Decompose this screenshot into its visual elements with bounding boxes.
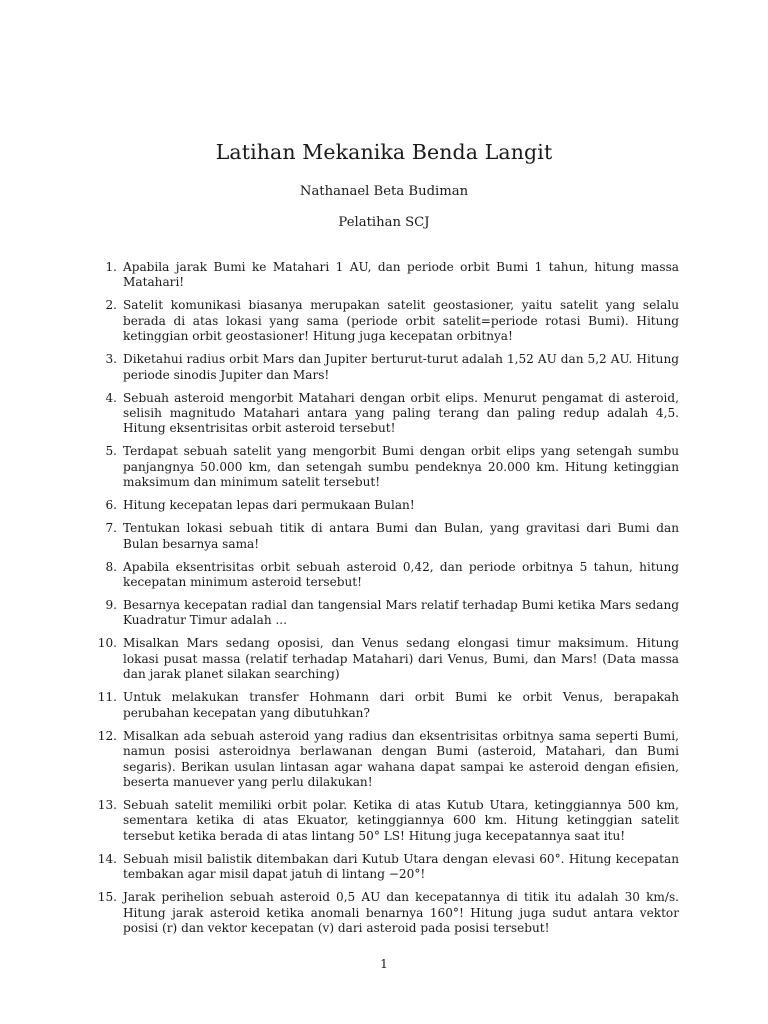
problem-item xyxy=(91,521,679,552)
problem-text: Tentukan lokasi sebuah titik di antara Bumi dan Bulan, yang gravitasi dari Bumi dan Bulan besarnya sama! xyxy=(123,521,679,551)
problem-item xyxy=(91,391,679,437)
problem-item xyxy=(91,598,679,629)
problem-item xyxy=(91,560,679,591)
problem-text: Apabila eksentrisitas orbit sebuah asteroid 0,42, dan periode orbitnya 5 tahun, hitung kecepatan minimum asteroid tersebut! xyxy=(123,559,679,590)
problem-text: Diketahui radius orbit Mars dan Jupiter berturut-turut adalah 1,52 AU dan 5,2 AU. Hitung periode sinodis Jupiter dan Mars! xyxy=(123,352,679,382)
problem-item xyxy=(91,890,679,936)
problem-text: Sebuah satelit memiliki orbit polar. Ketika di atas Kutub Utara, ketinggiannya 500 km, sementara ketika di atas Ekuator, ketinggiannya 600 km. Hitung ketinggian satelit tersebut ketika berada di atas lintang 50° LS! Hitung juga kecepatannya saat itu! xyxy=(123,797,679,843)
problem-item xyxy=(91,498,679,513)
problem-item xyxy=(91,444,679,490)
document-affiliation: Pelatihan SCJ xyxy=(338,215,430,230)
problem-item xyxy=(91,636,679,682)
problem-text: Sebuah misil balistik ditembakan dari Kutub Utara dengan elevasi 60°. Hitung kecepatan tembakan agar misil dapat jatuh di lintang −20°! xyxy=(123,851,679,882)
problem-item xyxy=(91,352,679,383)
problem-number: 12. xyxy=(97,728,117,743)
problem-text: Terdapat sebuah satelit yang mengorbit Bumi dengan orbit elips yang setengah sumbu panjangnya 50.000 km, dan setengah sumbu pendeknya 20.000 km. Hitung ketinggian maksimum dan minimum satelit tersebut! xyxy=(123,444,679,490)
problem-number: 15. xyxy=(97,890,117,905)
problem-number: 1. xyxy=(105,260,117,274)
problem-text: Hitung kecepatan lepas dari permukaan Bulan! xyxy=(123,498,415,513)
problem-number: 7. xyxy=(105,521,117,536)
problem-item xyxy=(91,260,679,291)
problem-text: Satelit komunikasi biasanya merupakan satelit geostasioner, yaitu satelit yang selalu berada di atas lokasi yang sama (periode orbit satelit=periode rotasi Bumi). Hitung ketinggian orbit geostasioner! Hitung juga kecepatan orbitnya! xyxy=(123,298,679,344)
problem-text: Misalkan ada sebuah asteroid yang radius dan eksentrisitas orbitnya sama seperti Bumi, namun posisi asteroidnya berlawanan dengan Bumi (asteroid, Matahari, dan Bumi segaris). Berikan usulan lintasan agar wahana dapat sampai ke asteroid dengan efisien, beserta manuever yang perlu dilakukan! xyxy=(123,728,679,789)
problem-text: Misalkan Mars sedang oposisi, dan Venus sedang elongasi timur maksimum. Hitung lokasi pusat massa (relatif terhadap Matahari) dari Venus, Bumi, dan Mars! (Data massa dan jarak planet silakan searching) xyxy=(123,636,679,682)
problem-number: 3. xyxy=(105,352,117,367)
problem-text: Besarnya kecepatan radial dan tangensial Mars relatif terhadap Bumi ketika Mars sedang Kuadratur Timur adalah ... xyxy=(123,598,679,628)
document-title: Latihan Mekanika Benda Langit xyxy=(215,140,553,164)
problem-number: 5. xyxy=(105,444,117,459)
problem-item xyxy=(91,852,679,883)
problem-number: 14. xyxy=(97,851,117,866)
page-number: 1 xyxy=(380,957,388,971)
problem-item xyxy=(91,298,679,344)
problem-item xyxy=(91,798,679,844)
problem-number: 6. xyxy=(105,498,117,513)
problem-number: 11. xyxy=(97,690,117,705)
problem-number: 4. xyxy=(105,390,117,405)
problem-number: 10. xyxy=(97,636,117,651)
problem-text: Apabila jarak Bumi ke Matahari 1 AU, dan periode orbit Bumi 1 tahun, hitung massa Matahari! xyxy=(123,260,679,290)
document-author: Nathanael Beta Budiman xyxy=(299,184,469,199)
problem-number: 8. xyxy=(105,559,117,574)
problem-text: Jarak perihelion sebuah asteroid 0,5 AU dan kecepatannya di titik itu adalah 30 km/s. Hitung jarak asteroid ketika anomali benarnya 160°! Hitung juga sudut antara vektor posisi (r) dan vektor kecepatan (v) dari asteroid pada posisi tersebut! xyxy=(123,890,679,935)
problem-number: 9. xyxy=(105,598,117,613)
problem-number: 13. xyxy=(97,797,117,812)
problem-list xyxy=(91,260,679,944)
problem-item xyxy=(91,690,679,721)
problem-item xyxy=(91,729,679,791)
problem-text: Sebuah asteroid mengorbit Matahari dengan orbit elips. Menurut pengamat di asteroid, selisih magnitudo Matahari antara yang paling terang dan paling redup adalah 4,5. Hitung eksentrisitas orbit asteroid tersebut! xyxy=(123,390,679,436)
problem-number: 2. xyxy=(105,298,117,313)
problem-text: Untuk melakukan transfer Hohmann dari orbit Bumi ke orbit Venus, berapakah perubahan kecepatan yang dibutuhkan? xyxy=(123,690,679,720)
